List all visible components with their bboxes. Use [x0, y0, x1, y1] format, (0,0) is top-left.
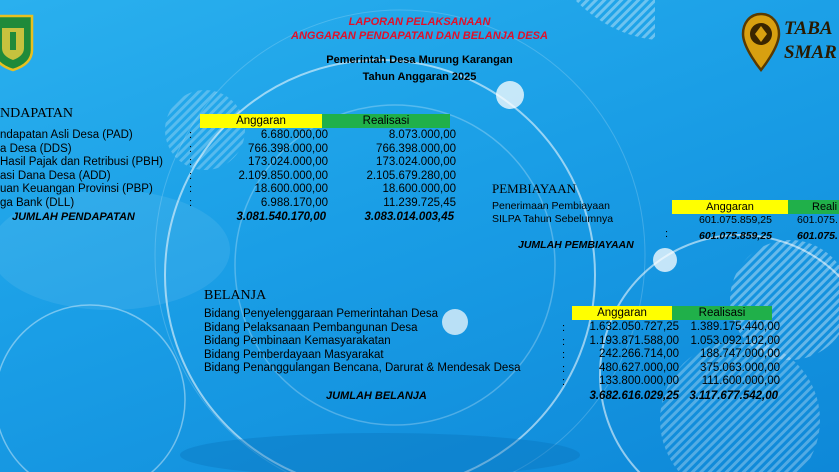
pendapatan-row-6-anggaran: 6.988.170,00 [260, 196, 328, 209]
belanja-row-2-label: Bidang Pelaksanaan Pembangunan Desa [204, 321, 418, 334]
belanja-row-5-realisasi: 111.600.000,00 [701, 375, 780, 387]
logo-text-bottom: SMAR [784, 42, 837, 63]
pendapatan-row-5-label: uan Keuangan Provinsi (PBP) [0, 183, 153, 195]
pendapatan-row-6-realisasi: 11.239.725,45 [383, 196, 456, 209]
pendapatan-row-5-anggaran: 18.600.000,00 [254, 183, 328, 195]
belanja-row-4-anggaran: 480.627.000,00 [599, 361, 679, 374]
belanja-row-3-anggaran: 242.266.714,00 [599, 348, 679, 360]
pembiayaan-row-label-2: SILPA Tahun Sebelumnya [492, 213, 614, 225]
pembiayaan-anggaran: 601.075.859,25 [699, 214, 772, 226]
pendapatan-row-6-label: ga Bank (DLL) [0, 196, 75, 209]
pendapatan-row-4-label: asi Dana Desa (ADD) [0, 169, 111, 182]
belanja-row-1-label: Bidang Penyelenggaraan Pemerintahan Desa [204, 308, 438, 320]
belanja-row-5-anggaran: 133.800.000,00 [599, 375, 679, 387]
pendapatan-row-1-anggaran: 6.680.000,00 [260, 129, 328, 141]
pendapatan-row-2-label: a Desa (DDS) [0, 142, 72, 155]
colon: : [562, 362, 566, 375]
report-title-line2: ANGGARAN PENDAPATAN DAN BELANJA DESA [291, 30, 548, 42]
pendapatan-header-realisasi: Realisasi [322, 114, 450, 128]
colon: : [562, 322, 566, 334]
pendapatan-total-label: JUMLAH PENDAPATAN [12, 211, 135, 223]
pendapatan-row-5-realisasi: 18.600.000,00 [382, 183, 456, 195]
colon: : [562, 376, 566, 388]
colon: : [189, 156, 193, 168]
colon: : [562, 335, 566, 348]
pendapatan-row-2-anggaran: 766.398.000,00 [248, 142, 328, 155]
pendapatan-total-anggaran: 3.081.540.170,00 [236, 211, 326, 223]
pembiayaan-header-realisasi: Reali [788, 200, 839, 214]
logo-text-top: TABA [784, 18, 833, 39]
pembiayaan-row-label-1: Penerimaan Pembiayaan [492, 200, 610, 212]
belanja-row-5-label: Bidang Penanggulangan Bencana, Darurat & Mendesak Desa [204, 362, 521, 374]
belanja-row-2-anggaran: 1.193.871.588,00 [589, 334, 679, 347]
belanja-row-3-label: Bidang Pembinaan Kemasyarakatan [204, 335, 391, 347]
pendapatan-header-anggaran: Anggaran [200, 114, 322, 128]
belanja-header-anggaran: Anggaran [572, 306, 672, 320]
colon: : [189, 169, 193, 182]
belanja-title: BELANJA [204, 288, 267, 303]
pendapatan-row-1-label: ndapatan Asli Desa (PAD) [0, 129, 133, 141]
colon: : [562, 349, 566, 361]
pendapatan-row-2-realisasi: 766.398.000,00 [376, 142, 456, 155]
belanja-header-realisasi: Realisasi [672, 306, 772, 320]
belanja-row-4-label: Bidang Pemberdayaan Masyarakat [204, 348, 384, 361]
pendapatan-row-4-realisasi: 2.105.679.280,00 [366, 169, 456, 182]
pendapatan-row-3-realisasi: 173.024.000,00 [376, 156, 456, 168]
report-subtitle-line1: Pemerintah Desa Murung Karangan [326, 54, 513, 66]
pendapatan-row-3-label: Hasil Pajak dan Retribusi (PBH) [0, 156, 163, 168]
pendapatan-total-realisasi: 3.083.014.003,45 [364, 211, 454, 223]
pembiayaan-header-anggaran: Anggaran [672, 200, 788, 214]
colon: : [189, 129, 193, 141]
belanja-total-label: JUMLAH BELANJA [326, 390, 427, 402]
pembiayaan-total-label: JUMLAH PEMBIAYAAN [518, 239, 634, 251]
colon: : [665, 228, 669, 240]
belanja-row-4-realisasi: 375.063.000,00 [700, 361, 780, 374]
pendapatan-title: NDAPATAN [0, 106, 74, 121]
colon: : [189, 183, 193, 195]
report-title-line1: LAPORAN PELAKSANAAN [348, 16, 491, 28]
belanja-total-realisasi: 3.117.677.542,00 [689, 390, 778, 402]
pembiayaan-realisasi: 601.075. [797, 214, 838, 226]
pembiayaan-total-realisasi: 601.075. [797, 230, 838, 242]
belanja-row-1-anggaran: 1.632.050.727,25 [589, 321, 679, 333]
colon: : [189, 142, 193, 155]
belanja-row-1-realisasi: 1.389.175.440,00 [690, 321, 780, 333]
colon: : [189, 196, 193, 209]
pembiayaan-total-anggaran: 601.075.859,25 [699, 230, 772, 242]
pendapatan-row-3-anggaran: 173.024.000,00 [248, 156, 328, 168]
pendapatan-row-4-anggaran: 2.109.850.000,00 [238, 169, 328, 182]
belanja-total-anggaran: 3.682.616.029,25 [589, 390, 679, 402]
pendapatan-row-1-realisasi: 8.073.000,00 [388, 129, 456, 141]
belanja-row-3-realisasi: 188.747.000,00 [700, 348, 780, 360]
pembiayaan-title: PEMBIAYAAN [492, 181, 577, 196]
belanja-row-2-realisasi: 1.053.092.102,00 [690, 334, 780, 347]
report-subtitle-line2: Tahun Anggaran 2025 [362, 71, 477, 83]
